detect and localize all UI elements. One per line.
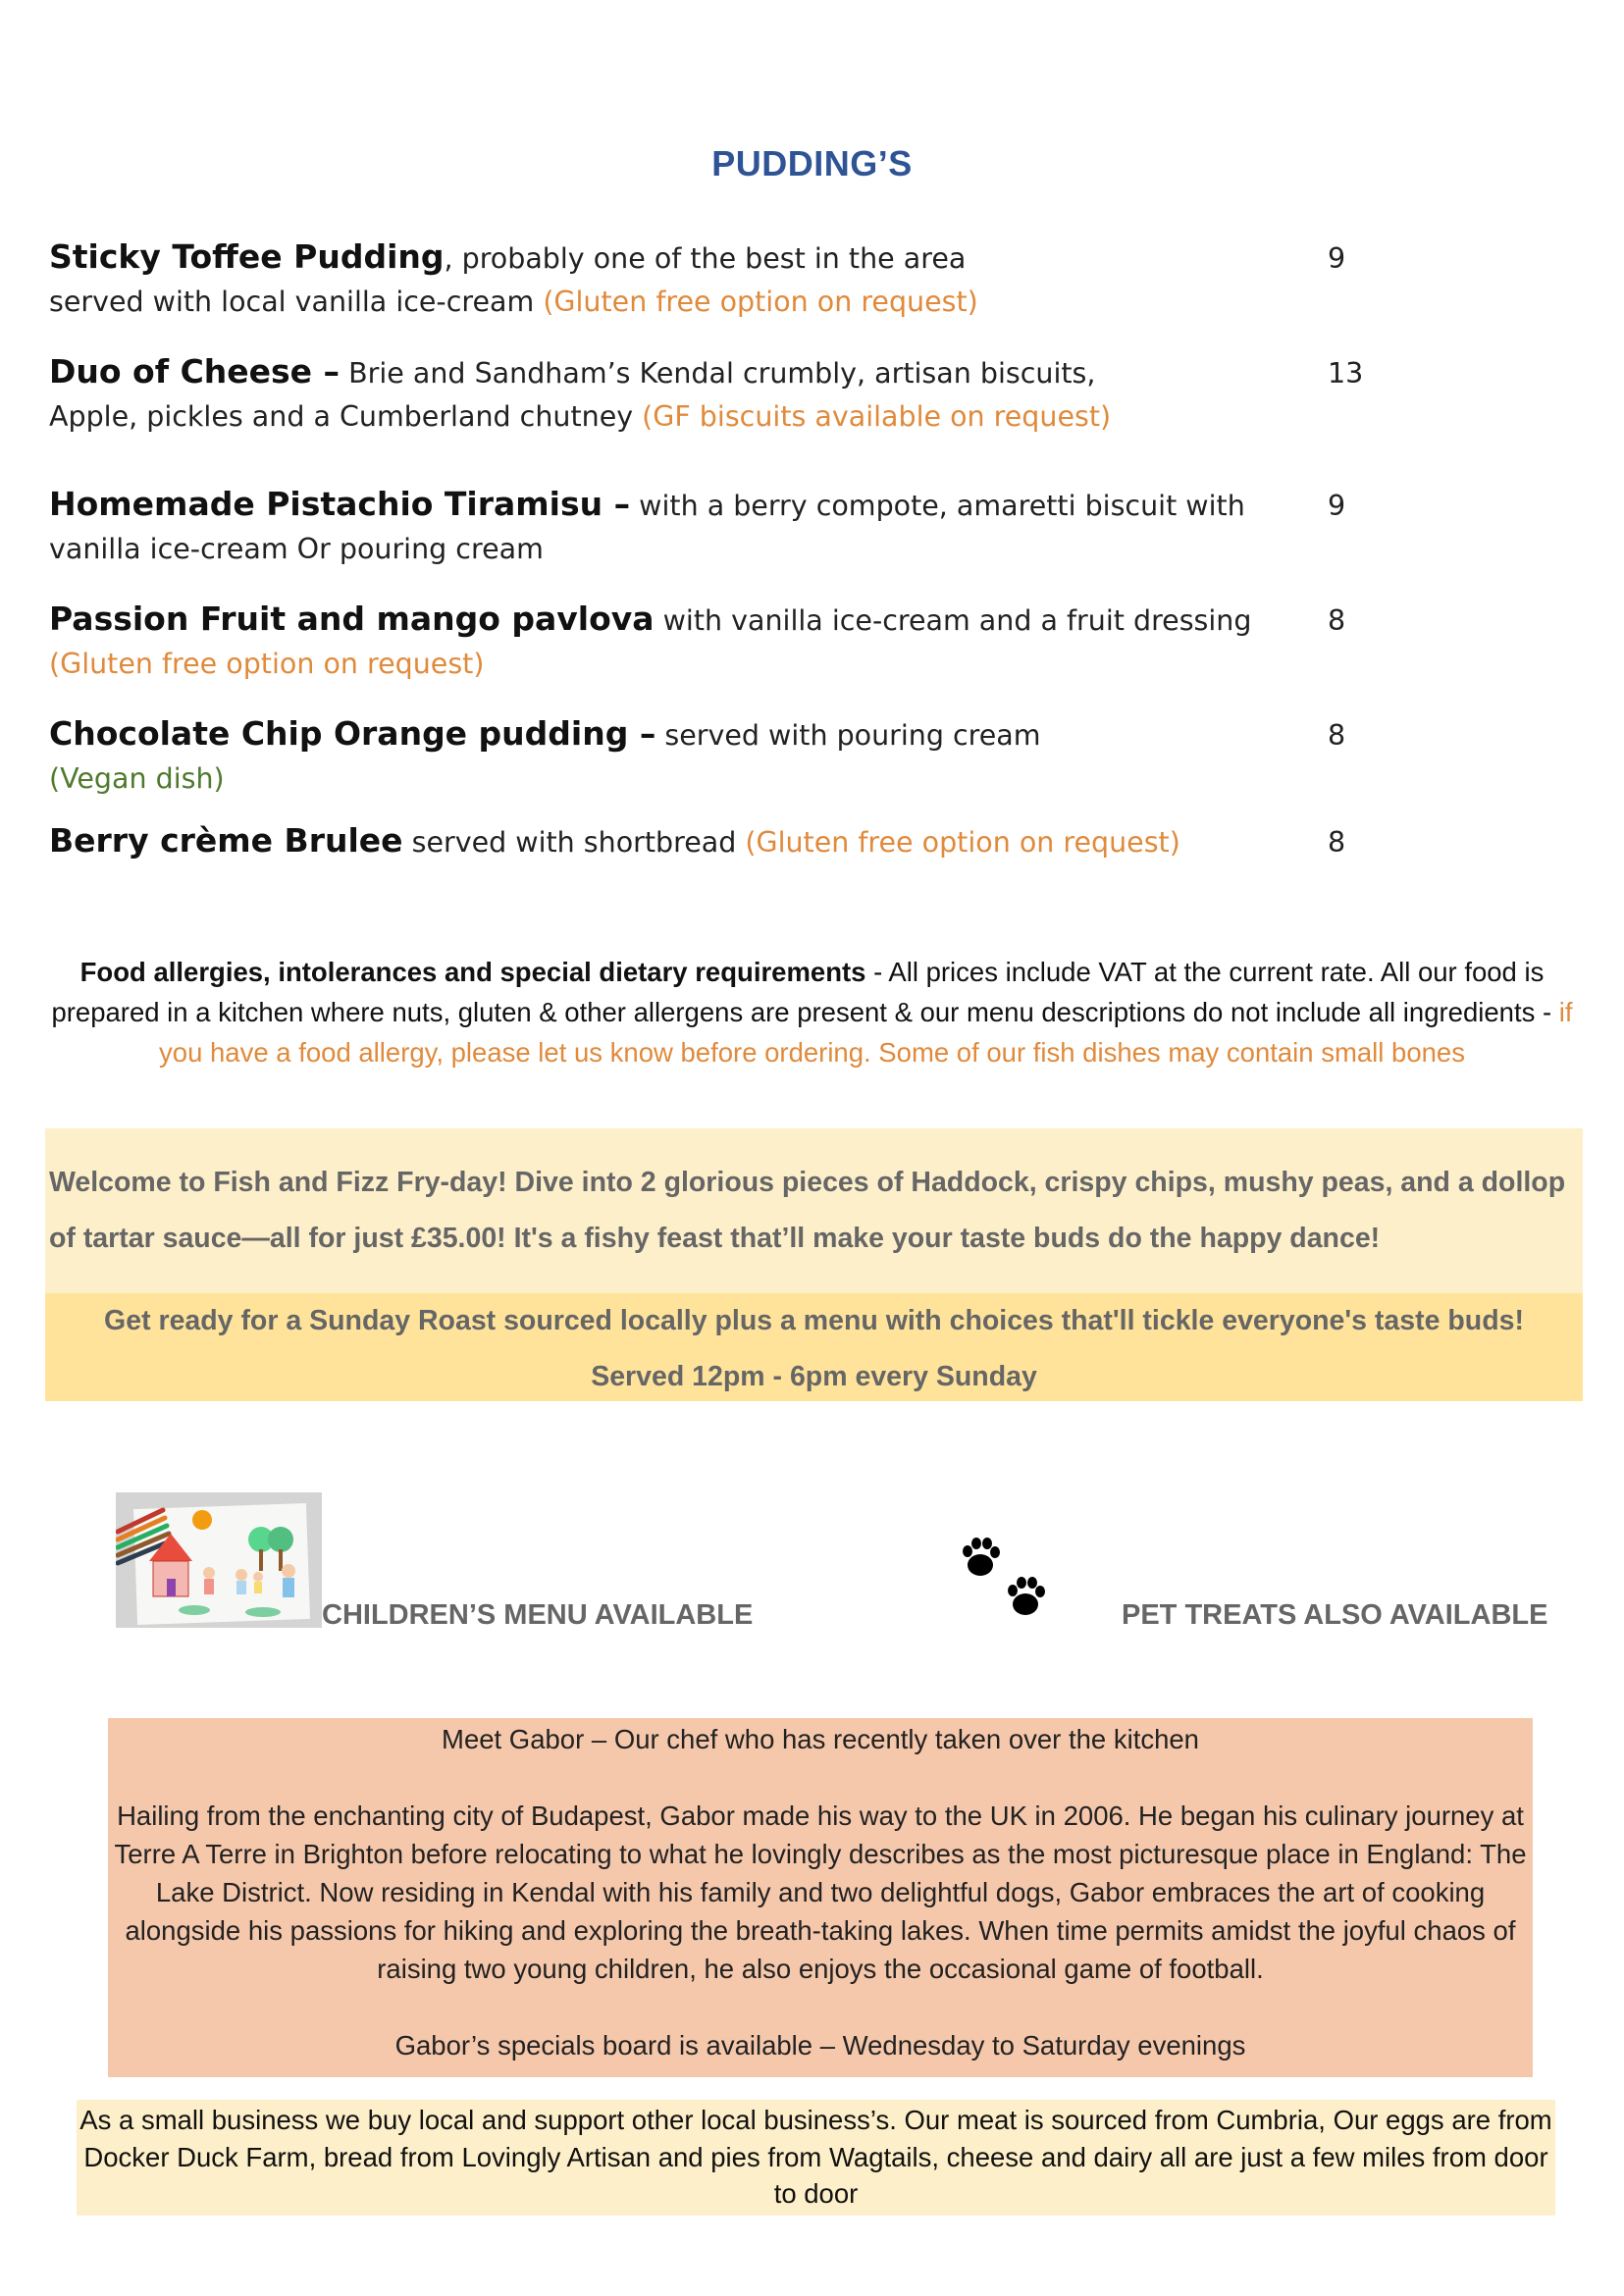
allergy-heading: Food allergies, intolerances and special dietary requirements	[79, 957, 866, 987]
fish-friday-text: Welcome to Fish and Fizz Fry-day! Dive into 2 glorious pieces of Haddock, crispy chips, mushy peas, and a dollop of tartar sauce—all for just £35.00! It's a fishy feast that’ll make your taste buds do the happy dance!	[49, 1167, 1566, 1254]
dietary-note: (Gluten free option on request)	[543, 286, 978, 318]
chef-profile-box	[108, 1718, 1533, 2077]
dietary-note: (Vegan dish)	[49, 762, 225, 795]
dietary-note: (Gluten free option on request)	[49, 648, 485, 680]
sunday-hours-text: Served 12pm - 6pm every Sunday	[591, 1361, 1037, 1392]
item-description: with vanilla ice-cream and a fruit dressing	[654, 604, 1252, 637]
menu-item	[49, 235, 1354, 324]
item-name: Passion Fruit and mango pavlova	[49, 600, 655, 638]
local-sourcing-text: As a small business we buy local and support other local business’s. Our meat is sourced from Cumbria, Our eggs are from Docker Duck Farm, bread from Lovingly Artisan and pies from Wagtails, cheese and dairy all are just a few miles from door to door	[79, 2105, 1552, 2209]
allergy-notice	[39, 952, 1585, 1072]
item-description: with a berry compote, amaretti biscuit with	[630, 490, 1245, 522]
menu-item	[49, 483, 1354, 571]
chef-specials: Gabor’s specials board is available – Wednesday to Saturday evenings	[394, 2030, 1246, 2061]
pet-treats-label: PET TREATS ALSO AVAILABLE	[1122, 1599, 1548, 1631]
item-price: 9	[1328, 242, 1346, 275]
item-description: served with local vanilla ice-cream	[49, 286, 544, 318]
item-description: vanilla ice-cream Or pouring cream	[49, 533, 544, 565]
item-description: Apple, pickles and a Cumberland chutney	[49, 400, 643, 433]
sunday-roast-text: Get ready for a Sunday Roast sourced locally plus a menu with choices that'll tickle everyone's taste buds!	[104, 1305, 1524, 1336]
dietary-note: (GF biscuits available on request)	[642, 400, 1112, 433]
children-drawing-image	[116, 1492, 322, 1628]
page-title: PUDDING’S	[711, 143, 913, 183]
dietary-note: (Gluten free option on request)	[745, 826, 1180, 859]
menu-item	[49, 712, 1354, 801]
allergy-text: - All prices include VAT at the current rate. All our food is prepared in a kitchen where nuts, gluten & other allergens are present & our menu descriptions do not include all ingredients -	[51, 957, 1559, 1027]
item-description: , probably one of the best in the area	[444, 242, 967, 275]
chef-bio: Hailing from the enchanting city of Budapest, Gabor made his way to the UK in 2006. He began his culinary journey at Terre A Terre in Brighton before relocating to what he lovingly describes as the most picturesque place in England: The Lake District. Now residing in Kendal with his family and two delightful dogs, Gabor embraces the art of cooking alongside his passions for hiking and exploring the breath-taking lakes. When time permits amidst the joyful chaos of raising two young children, he also enjoys the occasional game of football.	[114, 1800, 1527, 1984]
item-name: Chocolate Chip Orange pudding –	[49, 714, 656, 753]
item-name: Duo of Cheese –	[49, 352, 341, 391]
allergy-warning: if you have a food allergy, please let us know before ordering. Some of our fish dishes may contain small bones	[159, 997, 1573, 1068]
menu-item	[49, 819, 1354, 864]
item-description: served with shortbread	[402, 826, 746, 859]
fish-friday-banner	[45, 1128, 1583, 1295]
item-description: Brie and Sandham’s Kendal crumbly, artisan biscuits,	[340, 357, 1096, 390]
local-sourcing-box	[77, 2100, 1555, 2216]
item-price: 8	[1328, 826, 1346, 859]
item-price: 8	[1328, 604, 1346, 637]
children-menu-label: CHILDREN’S MENU AVAILABLE	[322, 1599, 754, 1631]
paw-prints-icon	[957, 1536, 1055, 1624]
item-price: 8	[1328, 719, 1346, 752]
menu-item	[49, 350, 1354, 439]
item-name: Berry crème Brulee	[49, 821, 403, 860]
item-name: Homemade Pistachio Tiramisu –	[49, 485, 631, 523]
item-price: 13	[1328, 357, 1364, 390]
menu-item	[49, 598, 1354, 686]
item-price: 9	[1328, 490, 1346, 522]
item-name: Sticky Toffee Pudding	[49, 237, 445, 276]
chef-heading: Meet Gabor – Our chef who has recently taken over the kitchen	[442, 1724, 1199, 1754]
item-description: served with pouring cream	[655, 719, 1041, 752]
sunday-roast-banner	[45, 1293, 1583, 1401]
